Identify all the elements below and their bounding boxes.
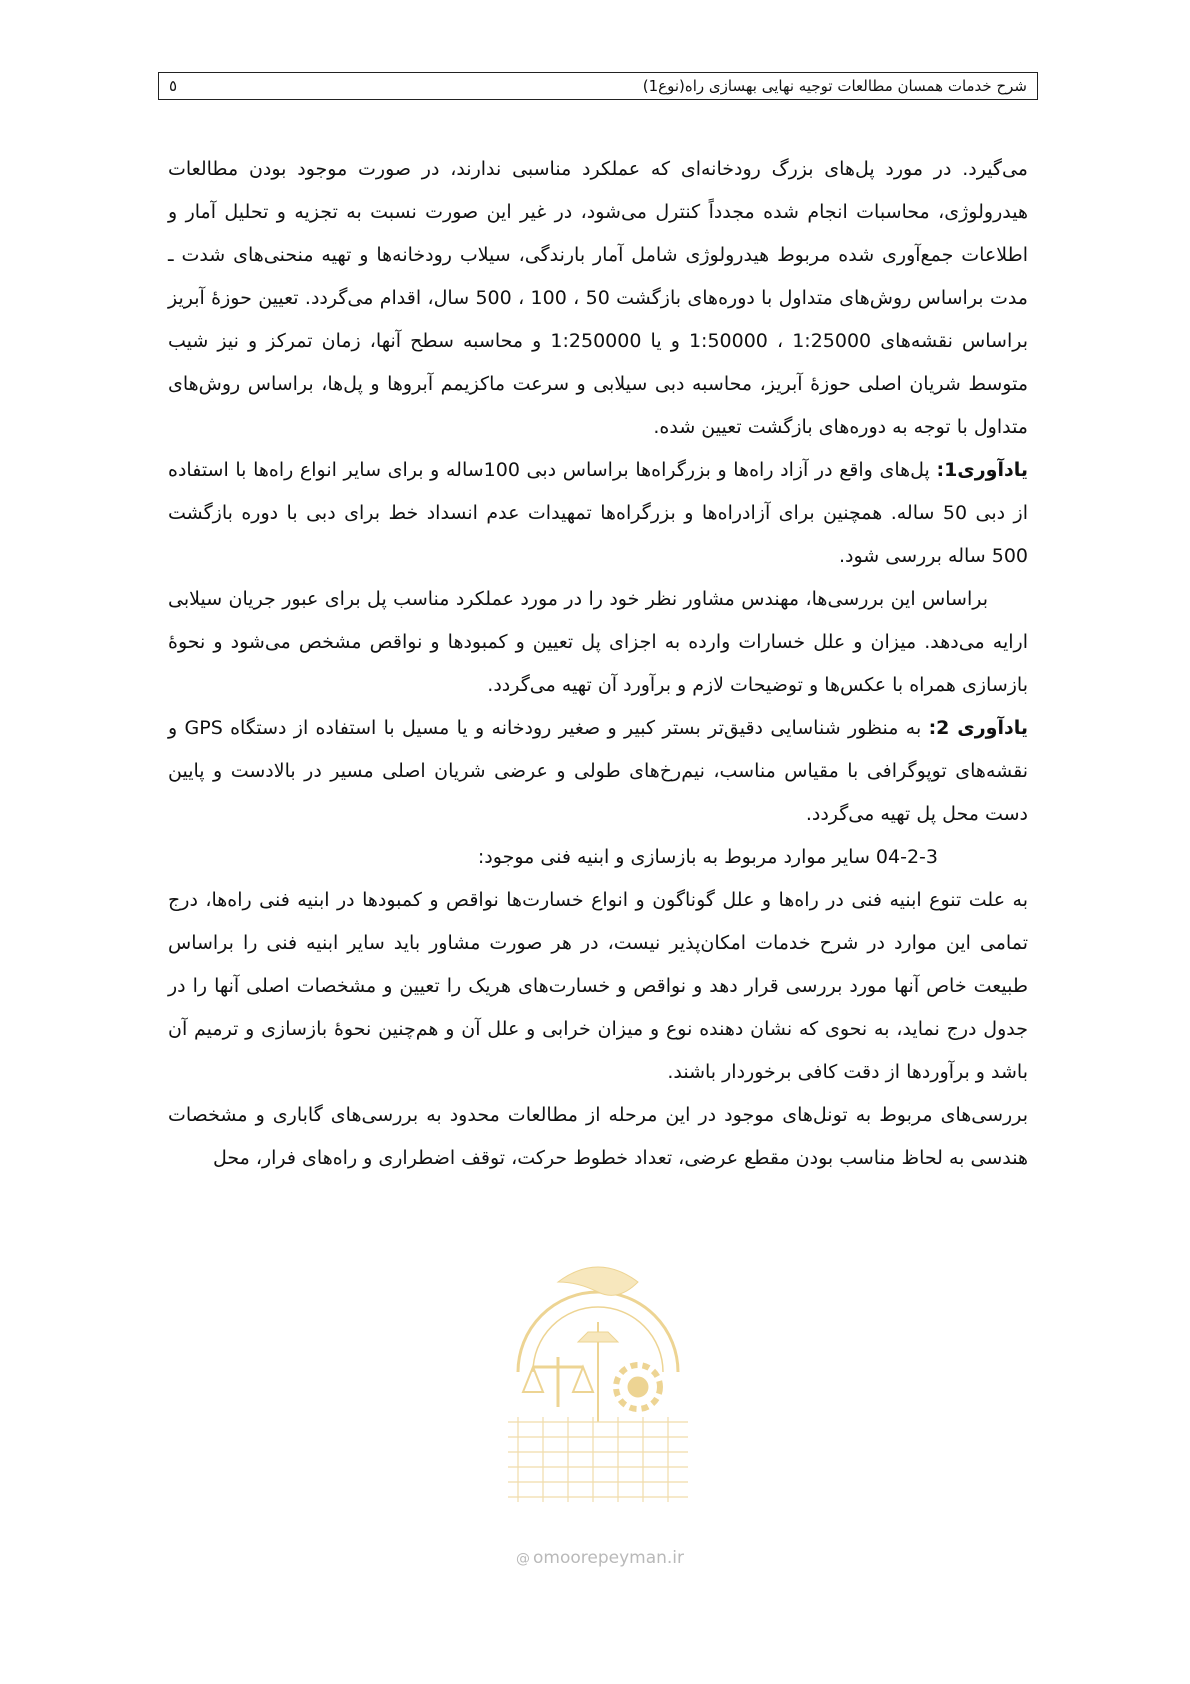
paragraph-assessment: براساس این بررسی‌ها، مهندس مشاور نظر خود را در مورد عملکرد مناسب پل برای عبور جریان سیلابی ارایه می‌دهد. میزان و علل خسارات وارده به اجزای پل تعیین و کمبودها و نواقص مشخص می‌شود و نحوهٔ بازسازی همراه با عکس‌ها و توضیحات لازم و برآورد آن تهیه می‌گردد. bbox=[168, 588, 1028, 696]
note-1 bbox=[168, 449, 1028, 578]
watermark-url-text: omoorepeyman.ir bbox=[532, 1548, 685, 1568]
section-heading: 04-2-3 سایر موارد مربوط به بازسازی و ابنیه فنی موجود: bbox=[477, 846, 938, 868]
paragraph-tunnels: بررسی‌های مربوط به تونل‌های موجود در این مرحله از مطالعات محدود به بررسی‌های گاباری و مشخصات هندسی به لحاظ مناسب بودن مقطع عرضی، تعداد خطوط حرکت، توقف اضطراری و راه‌های فرار، محل bbox=[168, 1104, 1028, 1169]
scales-and-gear-seal-icon bbox=[488, 1222, 708, 1502]
note-1-label: یادآوری1: bbox=[936, 459, 1028, 481]
watermark-url bbox=[500, 1548, 700, 1568]
page-body bbox=[168, 148, 1028, 1180]
header-title: شرح خدمات همسان مطالعات توجیه نهایی بهسازی راه(نوع1) bbox=[642, 77, 1027, 95]
note-2-label: یادآوری 2: bbox=[928, 717, 1029, 739]
note-1-text: پل‌های واقع در آزاد راه‌ها و بزرگراه‌ها براساس دبی 100ساله و برای سایر انواع راه‌ها با استفاده از دبی 50 ساله. همچنین برای آزادراه‌ها و بزرگراه‌ها تمهیدات عدم انسداد خط برای دبی با دوره بازگشت 500 ساله بررسی شود. bbox=[168, 459, 1028, 567]
note-2 bbox=[168, 707, 1028, 836]
paragraph-structures: به علت تنوع ابنیه فنی در راه‌ها و علل گوناگون و انواع خسارت‌ها نواقص و کمبودها در ابنیه فنی راه‌ها، درج تمامی این موارد در شرح خدمات امکان‌پذیر نیست، در هر صورت مشاور باید سایر ابنیه فنی را براساس طبیعت خاص آنها مورد بررسی قرار دهد و نواقص و خسارت‌های هریک را تعیین و مشخصات اصلی آنها را در جدول درج نماید، به نحوی که نشان دهنده نوع و میزان خرابی و علل آن و هم‌چنین نحوهٔ بازسازی و ترمیم آن باشد و برآوردها از دقت کافی برخوردار باشند. bbox=[168, 889, 1028, 1083]
page-header bbox=[158, 72, 1038, 100]
at-sign-icon: @ bbox=[515, 1551, 530, 1567]
note-2-text: به منظور شناسایی دقیق‌تر بستر کبیر و صغیر رودخانه و یا مسیل با استفاده از دستگاه GPS و نقشه‌های توپوگرافی با مقیاس مناسب، نیم‌رخ‌های طولی و عرضی شریان اصلی مسیر در بالادست و پایین دست محل پل تهیه می‌گردد. bbox=[168, 717, 1028, 825]
page-number: ٥ bbox=[169, 77, 178, 95]
paragraph-hydrology: می‌گیرد. در مورد پل‌های بزرگ رودخانه‌ای که عملکرد مناسبی ندارند، در صورت موجود بودن مطالعات هیدرولوژی، محاسبات انجام شده مجدداً کنترل می‌شود، در غیر این صورت نسبت به تجزیه و تحلیل آمار و اطلاعات جمع‌آوری شده مربوط هیدرولوژی شامل آمار بارندگی، سیلاب رودخانه‌ها و تهیه منحنی‌های شدت ـ مدت براساس روش‌های متداول با دوره‌های بازگشت 50 ، 100 ، 500 سال، اقدام می‌گردد. تعیین حوزهٔ آبریز براساس نقشه‌های 1:25000 ، 1:50000 و یا 1:250000 و محاسبه سطح آنها، زمان تمرکز و نیز شیب متوسط شریان اصلی حوزهٔ آبریز، محاسبه دبی سیلابی و سرعت ماکزیمم آبروها و پل‌ها، براساس روش‌های متداول با توجه به دوره‌های بازگشت تعیین شده. bbox=[168, 158, 1028, 438]
